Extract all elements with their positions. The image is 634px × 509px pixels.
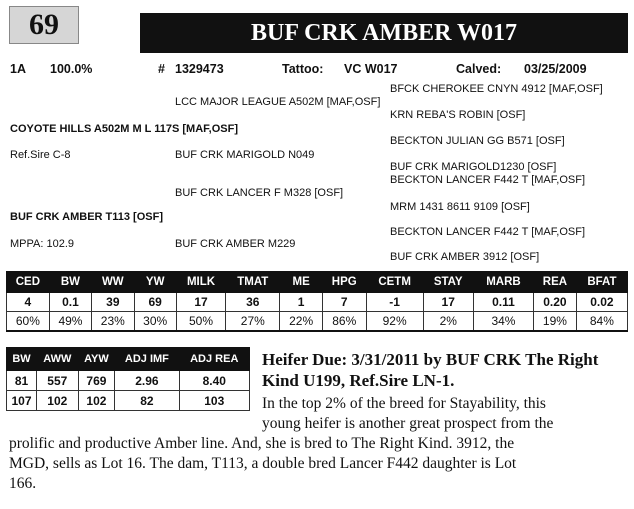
calved-label: Calved: xyxy=(456,62,502,76)
dam-note: MPPA: 102.9 xyxy=(10,238,74,250)
epd-percentile: 2% xyxy=(423,312,473,332)
pedigree-sds: BECKTON JULIAN GG B571 [OSF] xyxy=(390,135,565,147)
epd-value: 0.20 xyxy=(534,293,577,312)
epd-value: 1 xyxy=(280,293,322,312)
epd-percentile: 60% xyxy=(7,312,50,332)
pedigree-dam: BUF CRK AMBER T113 [OSF] xyxy=(10,211,163,223)
narrative-line: 166. xyxy=(9,475,37,492)
epd-value: 36 xyxy=(226,293,280,312)
epd-percentile: 23% xyxy=(92,312,134,332)
epd-values-row xyxy=(7,293,628,312)
epd-header: MARB xyxy=(473,272,533,293)
epd-header: YW xyxy=(134,272,176,293)
epd-value: 17 xyxy=(423,293,473,312)
epd-percentile: 49% xyxy=(49,312,91,332)
pedigree-sire: COYOTE HILLS A502M M L 117S [MAF,OSF] xyxy=(10,123,238,135)
performance-values-row xyxy=(7,371,250,391)
performance-ratios-row xyxy=(7,391,250,411)
epd-percentile: 34% xyxy=(473,312,533,332)
epd-header: WW xyxy=(92,272,134,293)
epd-header: HPG xyxy=(322,272,366,293)
epd-value: 4 xyxy=(7,293,50,312)
pedigree-dsd: MRM 1431 8611 9109 [OSF] xyxy=(390,201,530,213)
pedigree-dds: BECKTON LANCER F442 T [MAF,OSF] xyxy=(390,226,585,238)
epd-header: BW xyxy=(49,272,91,293)
epd-header: TMAT xyxy=(226,272,280,293)
performance-header-row xyxy=(7,348,250,371)
narrative-line: young heifer is another great prospect from the xyxy=(262,415,554,432)
tattoo: VC W017 xyxy=(344,62,398,76)
performance-header: ADJ REA xyxy=(179,348,249,371)
performance-ratio: 82 xyxy=(115,391,179,411)
performance-ratio: 102 xyxy=(37,391,79,411)
performance-header: AYW xyxy=(78,348,115,371)
epd-header: REA xyxy=(534,272,577,293)
epd-header-row xyxy=(7,272,628,293)
performance-value: 769 xyxy=(78,371,115,391)
epd-value: 0.02 xyxy=(576,293,627,312)
epd-percentile: 84% xyxy=(576,312,627,332)
heifer-due-statement: Heifer Due: 3/31/2011 by BUF CRK The Right Kind U199, Ref.Sire LN-1. xyxy=(262,350,599,390)
narrative-line: prolific and productive Amber line. And, she is bred to The Right Kind. 3912, the xyxy=(9,435,515,452)
animal-name: BUF CRK AMBER W017 xyxy=(140,13,628,53)
percent: 100.0% xyxy=(50,62,93,76)
pedigree-ddd: BUF CRK AMBER 3912 [OSF] xyxy=(390,251,540,263)
calved: 03/25/2009 xyxy=(524,62,587,76)
performance-value: 8.40 xyxy=(179,371,249,391)
performance-table xyxy=(6,347,250,411)
epd-percentile: 86% xyxy=(322,312,366,332)
narrative-line: MGD, sells as Lot 16. The dam, T113, a double bred Lancer F442 daughter is Lot xyxy=(9,455,517,472)
performance-header: ADJ IMF xyxy=(115,348,179,371)
pedigree-dam-dam: BUF CRK AMBER M229 xyxy=(175,238,296,250)
epd-percentile: 27% xyxy=(226,312,280,332)
pedigree-dss: BECKTON LANCER F442 T [MAF,OSF] xyxy=(390,174,585,186)
epd-value: 0.11 xyxy=(473,293,533,312)
epd-value: 7 xyxy=(322,293,366,312)
epd-percentile: 50% xyxy=(176,312,225,332)
epd-header: BFAT xyxy=(576,272,627,293)
epd-value: 39 xyxy=(92,293,134,312)
epd-table xyxy=(6,271,628,332)
epd-value: 69 xyxy=(134,293,176,312)
performance-value: 81 xyxy=(7,371,37,391)
epd-percentile-row xyxy=(7,312,628,332)
tag: 1A xyxy=(10,62,26,76)
tattoo-label: Tattoo: xyxy=(282,62,324,76)
performance-value: 2.96 xyxy=(115,371,179,391)
lot-number: 69 xyxy=(9,6,79,44)
performance-ratio: 102 xyxy=(78,391,115,411)
epd-percentile: 92% xyxy=(366,312,423,332)
epd-percentile: 22% xyxy=(280,312,322,332)
pedigree-sdd: BUF CRK MARIGOLD1230 [OSF] xyxy=(390,161,557,173)
performance-value: 557 xyxy=(37,371,79,391)
epd-percentile: 19% xyxy=(534,312,577,332)
epd-header: ME xyxy=(280,272,322,293)
sire-note: Ref.Sire C-8 xyxy=(10,149,71,161)
epd-header: CED xyxy=(7,272,50,293)
epd-header: CETM xyxy=(366,272,423,293)
performance-ratio: 103 xyxy=(179,391,249,411)
performance-ratio: 107 xyxy=(7,391,37,411)
pedigree-sire-dam: BUF CRK MARIGOLD N049 xyxy=(175,149,315,161)
pedigree-ssd: KRN REBA'S ROBIN [OSF] xyxy=(390,109,526,121)
pedigree-dam-sire: BUF CRK LANCER F M328 [OSF] xyxy=(175,187,344,199)
reg-label: # xyxy=(158,62,165,76)
pedigree-sss: BFCK CHEROKEE CNYN 4912 [MAF,OSF] xyxy=(390,83,603,95)
pedigree-sire-sire: LCC MAJOR LEAGUE A502M [MAF,OSF] xyxy=(175,96,381,108)
epd-value: 0.1 xyxy=(49,293,91,312)
epd-value: 17 xyxy=(176,293,225,312)
epd-header: STAY xyxy=(423,272,473,293)
narrative-line: In the top 2% of the breed for Stayability, this xyxy=(262,395,546,412)
reg-number: 1329473 xyxy=(175,62,224,76)
epd-header: MILK xyxy=(176,272,225,293)
epd-value: -1 xyxy=(366,293,423,312)
performance-header: BW xyxy=(7,348,37,371)
performance-header: AWW xyxy=(37,348,79,371)
epd-percentile: 30% xyxy=(134,312,176,332)
